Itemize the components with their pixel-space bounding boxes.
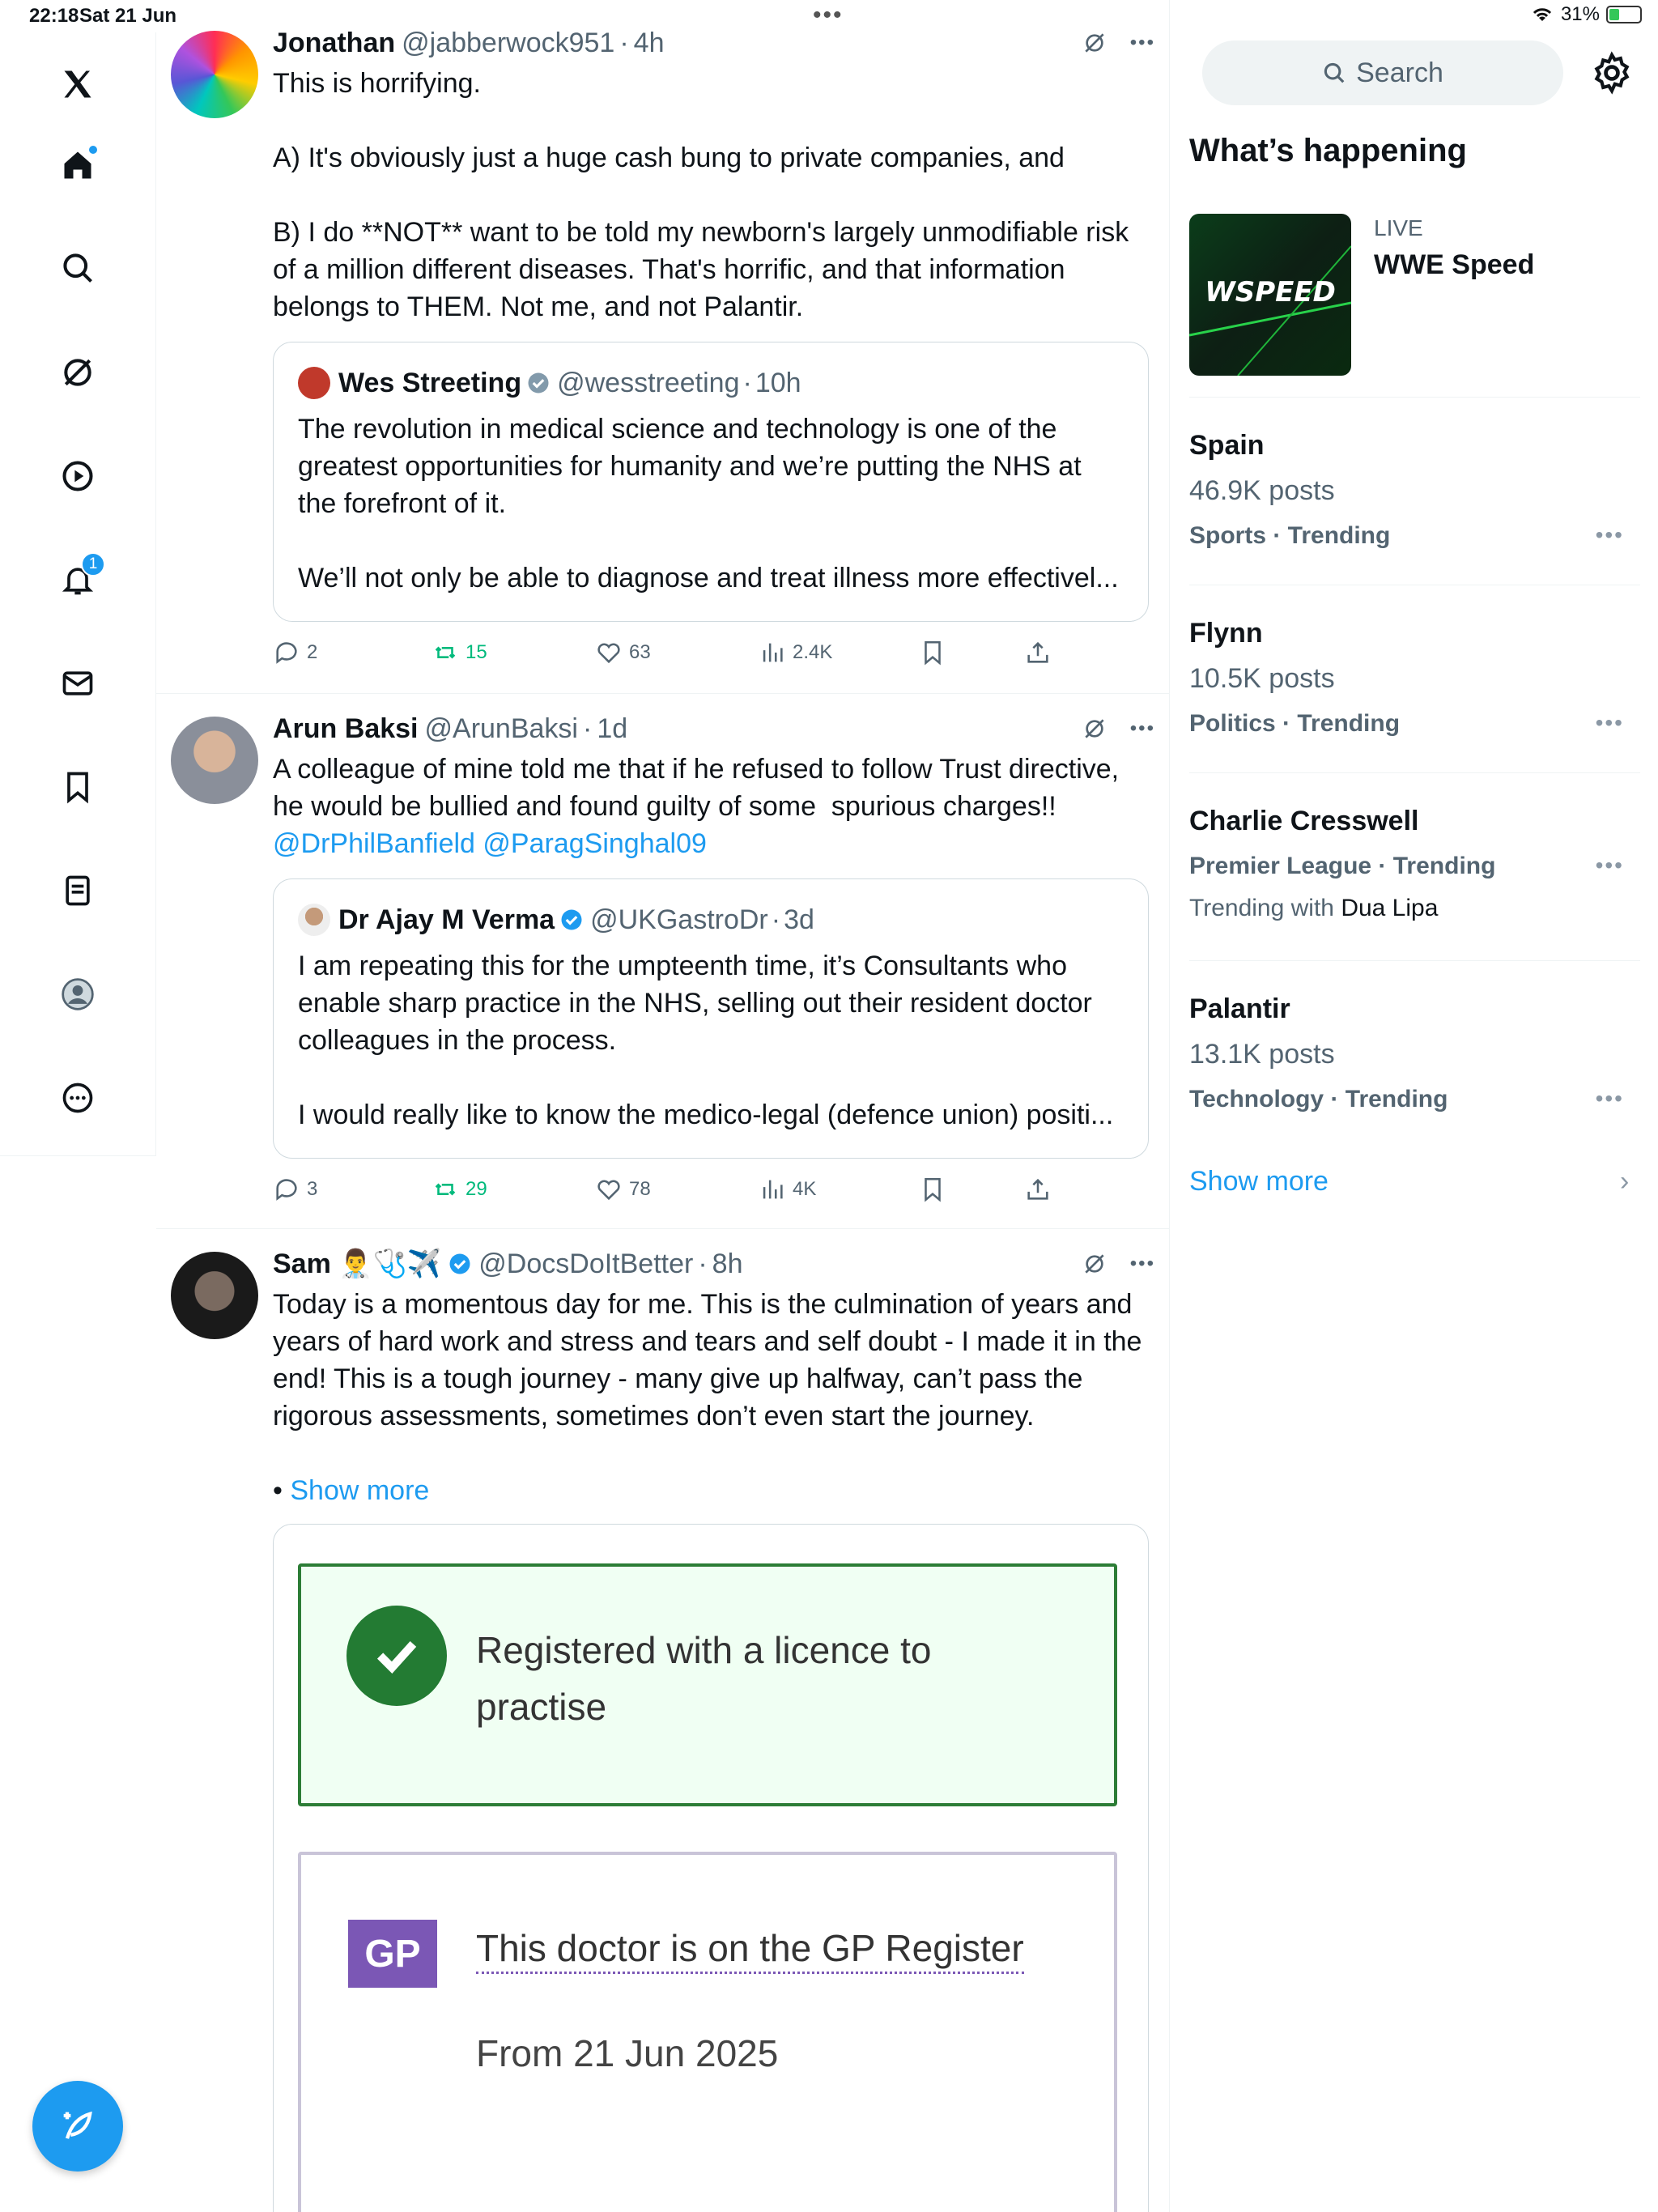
trend-item-spain[interactable] [1189,397,1640,585]
more-icon[interactable]: ••• [1129,1253,1155,1274]
show-more-link[interactable]: Show more [290,1475,430,1506]
views-count: 4K [793,1178,817,1200]
like-count: 78 [629,1178,651,1200]
grok-icon[interactable] [45,340,110,405]
author-handle[interactable]: @DocsDoItBetter [478,1248,694,1279]
trends-show-more-link[interactable]: Show more [1189,1166,1329,1197]
heart-icon [595,639,623,666]
trend-category: Sports · Trending [1189,522,1391,549]
trend-post-count: 46.9K posts [1189,475,1335,506]
grok-icon[interactable] [1082,30,1107,56]
trend-with-prefix: Trending with [1189,895,1341,921]
author-handle[interactable]: @jabberwock951 [402,27,615,58]
home-new-dot [87,144,99,155]
views-chart-icon [759,1176,786,1203]
trend-category: Premier League · Trending [1189,853,1496,879]
trend-with [1189,895,1438,922]
reply-button[interactable] [273,639,317,666]
share-icon [1024,1176,1052,1203]
profile-avatar-icon[interactable] [45,962,110,1027]
settings-gear-icon[interactable] [1589,50,1635,96]
trend-item-charlie-cresswell[interactable] [1189,772,1640,960]
reply-count: 3 [307,1178,318,1200]
gp-register-date: From 21 Jun 2025 [476,2032,779,2074]
quote-header [298,367,801,399]
gp-badge: GP [348,1920,437,1988]
trend-more-icon[interactable]: ••• [1595,522,1624,547]
more-icon[interactable]: ••• [1129,717,1155,739]
verified-grey-badge-icon [526,371,551,395]
post-time[interactable]: 8h [712,1248,743,1279]
verified-blue-badge-icon [559,908,584,932]
gp-register-title: This doctor is on the GP Register [476,1926,1024,1974]
tweet-media-image[interactable] [273,1524,1149,2212]
tweet-text [273,751,1146,862]
tweet-header [273,25,1155,61]
live-label: LIVE [1374,215,1423,240]
tweet-metrics [273,1173,1082,1206]
live-event-title: WWE Speed [1374,249,1535,280]
separator: · [698,1248,708,1279]
more-options-icon[interactable] [45,1066,110,1130]
trend-more-icon[interactable]: ••• [1595,1086,1624,1111]
tweet-header [273,1246,1155,1282]
grok-icon[interactable] [1082,1251,1107,1277]
views-count: 2.4K [793,641,833,663]
views-chart-icon [759,639,786,666]
separator: · [582,713,593,744]
video-icon[interactable] [45,444,110,508]
views-button[interactable] [759,1176,816,1203]
trend-name: Flynn [1189,618,1263,649]
tweet-header [273,711,1155,747]
repost-button[interactable] [432,1176,487,1203]
notifications-bell-icon[interactable] [45,547,110,612]
author-name[interactable]: Sam 👨‍⚕️🩺✈️ [273,1249,442,1279]
quote-author-handle: @UKGastroDr [590,904,768,935]
battery-percent: 31% [1560,3,1600,25]
quote-author-name: Dr Ajay M Verma [338,904,555,935]
trend-category: Technology · Trending [1189,1086,1448,1112]
licence-text: Registered with a licence to practise [476,1629,932,1728]
like-count: 63 [629,641,651,663]
tweet-metrics [273,636,1082,669]
search-placeholder: Search [1356,57,1443,88]
repost-icon [432,639,459,666]
share-button[interactable] [1024,639,1052,666]
notifications-count-badge: 1 [81,552,105,576]
bookmark-button[interactable] [919,1176,946,1203]
trend-more-icon[interactable]: ••• [1595,710,1624,735]
tweet-mentions[interactable]: @DrPhilBanfield @ParagSinghal09 [273,828,707,859]
tweet-actions [1082,30,1155,56]
quote-header [298,904,814,936]
right-sidebar [1170,0,1658,2212]
trend-category: Politics · Trending [1189,710,1401,737]
licence-status-box [298,1563,1117,1806]
repost-count: 29 [466,1178,487,1200]
show-more-row [273,1472,1146,1509]
status-date: Sat 21 Jun [79,5,177,27]
explore-icon[interactable] [45,236,110,300]
compose-feather-icon [57,2105,99,2147]
gp-register-box [298,1852,1117,2212]
grok-icon[interactable] [1082,716,1107,742]
trend-post-count: 13.1K posts [1189,1039,1335,1070]
avatar[interactable] [171,1252,258,1339]
tweet-text-main: A colleague of mine told me that if he refused to follow Trust directive, he would be bullied and found guilty of some spurious charges!! [273,754,1127,822]
repost-button[interactable] [432,639,487,666]
bookmark-button[interactable] [919,639,946,666]
reply-count: 2 [307,641,318,663]
post-time[interactable]: 1d [597,713,628,744]
search-input[interactable] [1202,40,1563,105]
separator: · [742,367,752,398]
messages-envelope-icon[interactable] [45,651,110,716]
live-thumb-logo-text: WSPEED [1205,276,1336,308]
multitask-dots[interactable]: ••• [813,2,844,28]
search-icon [1322,61,1346,85]
heart-icon [595,1176,623,1203]
author-handle[interactable]: @ArunBaksi [424,713,578,744]
more-icon[interactable]: ••• [1129,32,1155,53]
quote-author-name: Wes Streeting [338,367,522,398]
like-button[interactable] [595,1176,651,1203]
separator: · [771,904,781,935]
post-time[interactable]: 4h [633,27,665,58]
trend-item-flynn[interactable] [1189,585,1640,772]
views-button[interactable] [759,639,832,666]
tweet-text: Today is a momentous day for me. This is the culmination of years and years of hard work and stress and tears and self doubt - I made it in the end! This is a tough journey - many give up halfway, can’t pass the rigorous assessments, sometimes don’t even start the journey. [273,1289,1150,1431]
home-icon[interactable] [45,133,110,198]
separator: · [619,27,629,58]
reply-button[interactable] [273,1176,317,1203]
trend-name: Palantir [1189,993,1290,1024]
like-button[interactable] [595,639,651,666]
share-button[interactable] [1024,1176,1052,1203]
trend-with-name[interactable]: Dua Lipa [1341,895,1439,921]
trend-name: Charlie Cresswell [1189,806,1419,836]
trend-item-palantir[interactable] [1189,960,1640,1148]
tweet-jonathan[interactable] [156,0,1170,694]
author-name[interactable]: Arun Baksi [273,713,419,744]
whats-happening-title: What’s happening [1189,133,1467,168]
main-feed [156,0,1170,2212]
trend-more-icon[interactable]: ••• [1595,853,1624,878]
quoted-tweet[interactable] [273,878,1149,1159]
quote-time: 10h [755,367,801,398]
bookmark-icon [919,639,946,666]
reply-icon [273,639,300,666]
bookmarks-icon[interactable] [45,755,110,819]
trend-post-count: 10.5K posts [1189,663,1335,694]
author-name[interactable]: Jonathan [273,27,396,58]
repost-icon [432,1176,459,1203]
chevron-right-icon[interactable]: › [1620,1166,1630,1197]
checkmark-circle-icon [346,1606,447,1706]
x-logo-icon[interactable] [45,52,110,117]
status-time: 22:18 [29,5,79,27]
quote-author-handle: @wesstreeting [557,367,740,398]
quote-text: I am repeating this for the umpteenth time, it’s Consultants who enable sharp practice in the NHS, selling out their resident doctor colleagues in the process. I would really like to know the medico-legal (defence union) positi... [298,951,1114,1130]
avatar[interactable] [171,31,258,118]
repost-count: 15 [466,641,487,663]
share-icon [1024,639,1052,666]
live-event-thumbnail [1189,214,1351,376]
quote-time: 3d [784,904,814,935]
quote-avatar [298,367,330,399]
bookmark-icon [919,1176,946,1203]
quoted-tweet[interactable] [273,342,1149,622]
lists-icon[interactable] [45,858,110,923]
show-more-bullet: • [273,1475,291,1506]
left-nav [0,32,156,1156]
avatar[interactable] [171,717,258,804]
tweet-actions [1082,1251,1155,1277]
reply-icon [273,1176,300,1203]
verified-blue-badge-icon [448,1252,472,1276]
tweet-arun-baksi[interactable] [156,694,1170,1229]
tweet-actions [1082,716,1155,742]
tweet-text: This is horrifying. A) It's obviously just a huge cash bung to private companies, and B) I do **NOT** want to be told my newborn's largely unmodifiable risk of a million different diseases. That's horrific, and that information belongs to THEM. Not me, and not Palantir. [273,68,1129,322]
trend-name: Spain [1189,430,1265,461]
quote-avatar [298,904,330,936]
compose-post-button[interactable] [32,2081,123,2172]
quote-text: The revolution in medical science and technology is one of the greatest opportunities for humanity and we’re putting the NHS at the forefront of it. We’ll not only be able to diagnose and treat illness more effectivel... [298,414,1119,593]
live-event-card[interactable] [1189,214,1643,376]
